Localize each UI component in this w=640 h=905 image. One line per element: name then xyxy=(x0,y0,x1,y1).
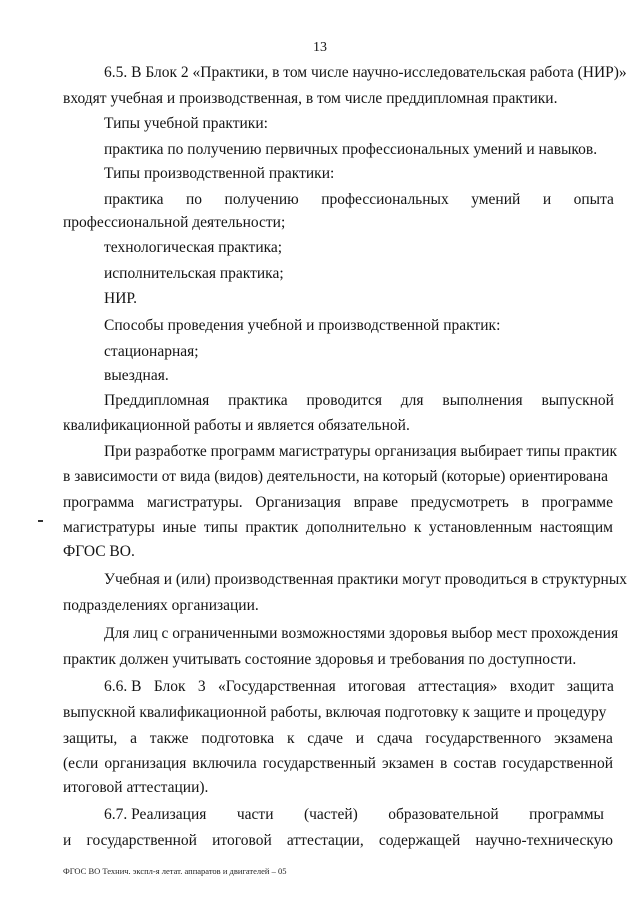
p66-line-5: итоговой аттестации). xyxy=(63,779,209,796)
p66-line-4 xyxy=(63,755,613,773)
edu-types-title: Типы учебной практики: xyxy=(104,115,268,132)
word: государственной xyxy=(502,755,613,772)
p67-line-2 xyxy=(63,832,613,850)
word: Блок xyxy=(153,678,186,695)
structural-line-1: Учебная и (или) производственная практики могут проводиться в структурных xyxy=(104,571,627,588)
p66-line-1 xyxy=(104,678,614,696)
development-line-1: При разработке программ магистратуры организация выбирает типы практик xyxy=(104,443,618,460)
word: программа xyxy=(63,494,135,511)
p66-line-2: выпускной квалификационной работы, включая подготовку к защите и процедуру xyxy=(63,704,607,721)
word: содержащей xyxy=(378,832,461,849)
page-number: 13 xyxy=(313,40,327,55)
word: государственного xyxy=(425,730,542,747)
word: сдача xyxy=(376,730,413,747)
word: умений xyxy=(471,191,521,208)
word: аттестации, xyxy=(286,832,364,849)
word: к xyxy=(413,519,422,536)
word: аттестация» xyxy=(417,678,498,695)
word: 6.7. Реализация xyxy=(104,806,207,823)
word: для xyxy=(400,392,424,409)
word: экзамен xyxy=(382,755,434,772)
prod-types-item-1-line-2: профессиональной деятельности; xyxy=(63,214,286,231)
p66-line-3 xyxy=(63,730,613,748)
word: Преддипломная xyxy=(104,392,210,409)
word: (если xyxy=(63,755,99,772)
p65-line-2: входят учебная и производственная, в том числе преддипломная практики. xyxy=(63,90,558,107)
word: магистратуры xyxy=(63,519,155,536)
p65-line-1: 6.5. В Блок 2 «Практики, в том числе научно-исследовательская работа (НИР)» xyxy=(104,64,627,81)
word: образовательной xyxy=(388,806,499,823)
p67-line-1 xyxy=(104,806,604,824)
word: итоговая xyxy=(348,678,406,695)
word: практик xyxy=(245,519,299,536)
word: экзамена xyxy=(554,730,613,747)
word: установленным xyxy=(429,519,533,536)
word: подготовка xyxy=(201,730,275,747)
word: защита xyxy=(566,678,614,695)
disabled-line-1: Для лиц с ограниченными возможностями здоровья выбор мест прохождения xyxy=(104,625,619,642)
word: входит xyxy=(509,678,555,695)
word: (частей) xyxy=(303,806,358,823)
word: и xyxy=(542,191,552,208)
prod-types-title: Типы производственной практики: xyxy=(104,165,335,182)
word: включила xyxy=(192,755,257,772)
methods-item-2: выездная. xyxy=(104,367,169,384)
word: профессиональных xyxy=(321,191,449,208)
prod-types-item-1-line-1 xyxy=(104,191,614,209)
word: в xyxy=(521,494,529,511)
disabled-line-2: практик должен учитывать состояние здоровья и требования по доступности. xyxy=(63,651,577,668)
development-line-4 xyxy=(63,519,613,537)
word: «Государственная xyxy=(217,678,336,695)
word: а xyxy=(130,730,137,747)
word: Организация xyxy=(255,494,341,511)
word: выполнения xyxy=(442,392,523,409)
structural-line-2: подразделениях организации. xyxy=(63,597,259,614)
prod-types-item-4: НИР. xyxy=(104,290,137,307)
pre-diploma-line-2: квалификационной работы и является обязательной. xyxy=(63,417,410,434)
word: государственный xyxy=(262,755,376,772)
word: также xyxy=(149,730,189,747)
prod-types-item-2: технологическая практика; xyxy=(104,239,283,256)
word: итоговой xyxy=(212,832,272,849)
development-line-5: ФГОС ВО. xyxy=(63,543,135,560)
word: в xyxy=(440,755,448,772)
word: государственной xyxy=(86,832,197,849)
word: проводится xyxy=(306,392,382,409)
methods-item-1: стационарная; xyxy=(104,343,199,360)
methods-title: Способы проведения учебной и производственной практик: xyxy=(104,317,501,334)
word: программе xyxy=(541,494,613,511)
development-line-3 xyxy=(63,494,613,512)
word: дополнительно xyxy=(305,519,407,536)
word: выпускной xyxy=(541,392,614,409)
word: получению xyxy=(224,191,299,208)
word: 6.6. В xyxy=(104,678,142,695)
word: сдаче xyxy=(307,730,343,747)
word: организация xyxy=(104,755,187,772)
word: типы xyxy=(203,519,238,536)
edu-types-item-1: практика по получению первичных профессиональных умений и навыков. xyxy=(104,141,598,158)
word: и xyxy=(355,730,365,747)
prod-types-item-3: исполнительская практика; xyxy=(104,265,284,282)
word: и xyxy=(63,832,72,849)
pre-diploma-line-1 xyxy=(104,392,614,410)
word: по xyxy=(186,191,203,208)
word: вправе xyxy=(353,494,399,511)
word: к xyxy=(286,730,295,747)
word: иные xyxy=(162,519,197,536)
development-line-2: в зависимости от вида (видов) деятельности, на который (которые) ориентирована xyxy=(63,468,608,485)
word: настоящим xyxy=(539,519,613,536)
footer-note: ФГОС ВО Технич. экспл-я летат. аппаратов и двигателей – 05 xyxy=(63,866,287,876)
word: защиты, xyxy=(63,730,118,747)
word: научно-техническую xyxy=(475,832,613,849)
word: программы xyxy=(529,806,604,823)
word: магистратуры. xyxy=(146,494,243,511)
word: предусмотреть xyxy=(410,494,509,511)
word: части xyxy=(236,806,274,823)
word: практика xyxy=(104,191,164,208)
word: практика xyxy=(228,392,288,409)
word: 3 xyxy=(197,678,206,695)
margin-mark xyxy=(38,520,43,522)
word: состав xyxy=(453,755,497,772)
word: опыта xyxy=(573,191,614,208)
